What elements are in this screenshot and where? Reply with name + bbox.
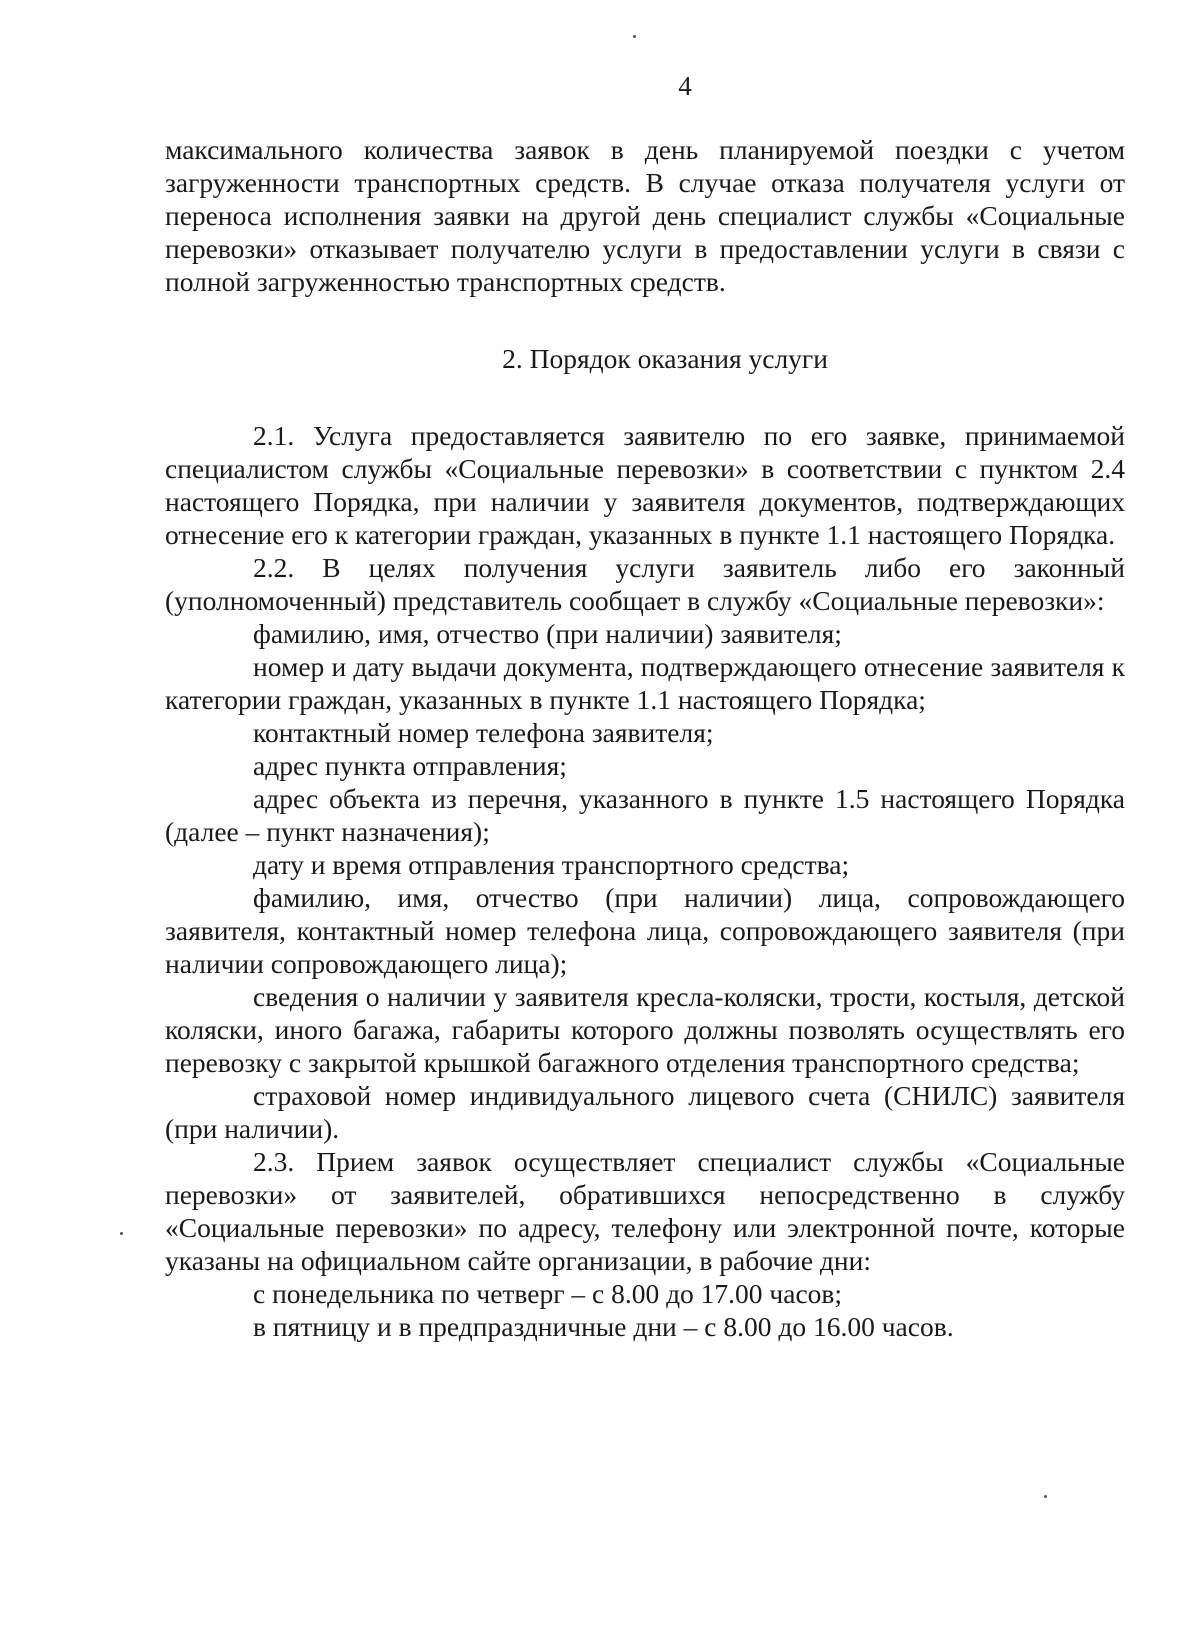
list-item: адрес пункта отправления;: [253, 750, 567, 781]
page-number: 4: [678, 71, 692, 101]
schedule-item: в пятницу и в предпраздничные дни – с 8.00 до 16.00 часов.: [253, 1311, 954, 1342]
scan-speck: [120, 1232, 123, 1235]
list-item: дату и время отправления транспортного средства;: [253, 849, 850, 880]
paragraph-2-2: 2.2. В целях получения услуги заявитель либо его законный (уполномоченный) представитель сообщает в службу «Социальные перевозки»:: [165, 552, 1125, 616]
list-item: страховой номер индивидуального лицевого счета (СНИЛС) заявителя (при наличии).: [165, 1080, 1125, 1144]
list-item: адрес объекта из перечня, указанного в пункте 1.5 настоящего Порядка (далее – пункт назначения);: [165, 783, 1125, 847]
list-item: сведения о наличии у заявителя кресла-коляски, трости, костыля, детской коляски, иного багажа, габариты которого должны позволять осуществлять его перевозку с закрытой крышкой багажного отделения транспортного средства;: [165, 981, 1125, 1078]
schedule-item: с понедельника по четверг – с 8.00 до 17.00 часов;: [253, 1278, 843, 1309]
scan-speck: [1044, 1495, 1047, 1498]
scan-speck: [633, 35, 636, 38]
section-heading: 2. Порядок оказания услуги: [502, 343, 828, 374]
list-item: номер и дату выдачи документа, подтверждающего отнесение заявителя к категории граждан, указанных в пункте 1.1 настоящего Порядка;: [165, 651, 1125, 715]
document-body: [165, 133, 1125, 1343]
intro-paragraph: максимального количества заявок в день планируемой поездки с учетом загруженности транспортных средств. В случае отказа получателя услуги от переноса исполнения заявки на другой день специалист службы «Социальные перевозки» отказывает получателю услуги в предоставлении услуги в связи с полной загруженностью транспортных средств.: [165, 134, 1125, 297]
list-item: фамилию, имя, отчество (при наличии) заявителя;: [253, 618, 842, 649]
list-item: контактный номер телефона заявителя;: [253, 717, 714, 748]
list-item: фамилию, имя, отчество (при наличии) лица, сопровождающего заявителя, контактный номер телефона лица, сопровождающего заявителя (при наличии сопровождающего лица);: [165, 882, 1125, 979]
paragraph-2-1: 2.1. Услуга предоставляется заявителю по его заявке, принимаемой специалистом службы «Социальные перевозки» в соответствии с пунктом 2.4 настоящего Порядка, при наличии у заявителя документов, подтверждающих отнесение его к категории граждан, указанных в пункте 1.1 настоящего Порядка.: [165, 420, 1125, 550]
paragraph-2-3: 2.3. Прием заявок осуществляет специалист службы «Социальные перевозки» от заявителей, обратившихся непосредственно в службу «Социальные перевозки» по адресу, телефону или электронной почте, которые указаны на официальном сайте организации, в рабочие дни:: [165, 1146, 1125, 1276]
